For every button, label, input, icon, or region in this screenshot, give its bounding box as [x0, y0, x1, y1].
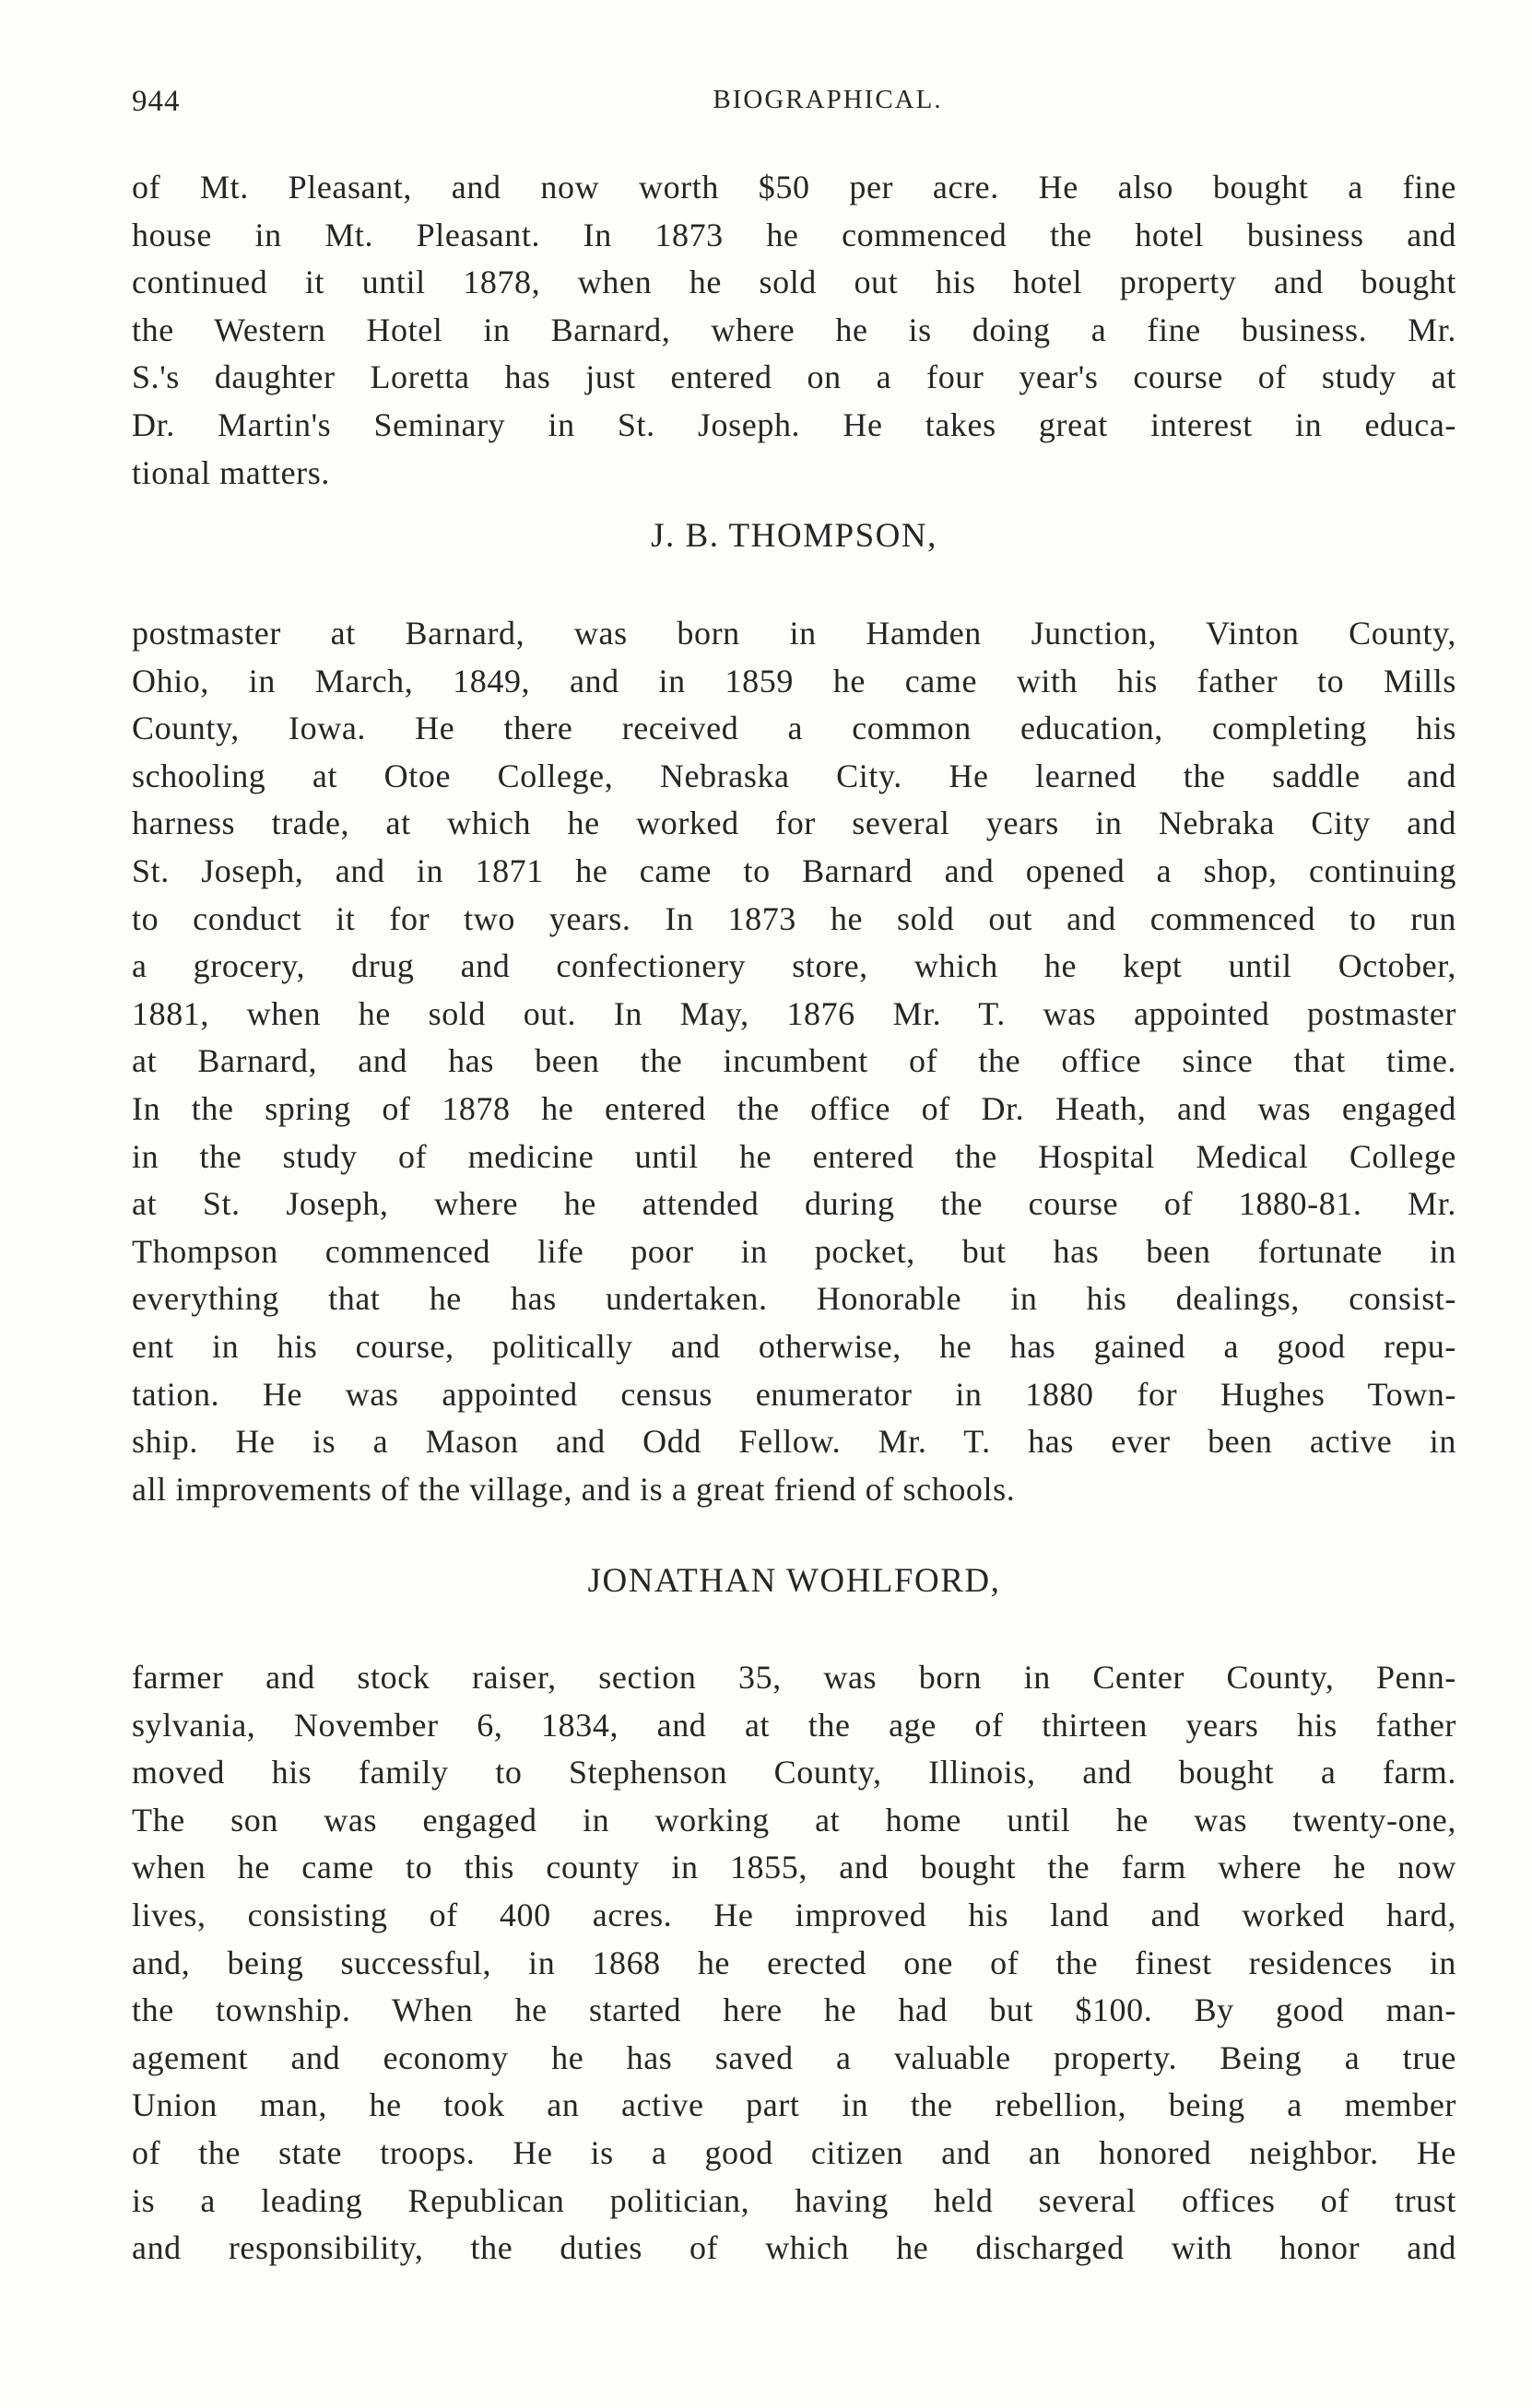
- running-title: BIOGRAPHICAL.: [713, 85, 943, 114]
- biography-paragraph-wohlford: [132, 1654, 1456, 2273]
- running-head: [132, 85, 1459, 122]
- text-line: at St. Joseph, where he attended during the course of 1880-81. Mr.: [132, 1185, 1456, 1223]
- text-line: ship. He is a Mason and Odd Fellow. Mr. T. has ever been active in: [132, 1423, 1456, 1461]
- text-line: at Barnard, and has been the incumbent of the office since that time.: [132, 1042, 1456, 1080]
- text-line: all improvements of the village, and is a great friend of schools.: [132, 1470, 1016, 1508]
- text-line: Dr. Martin's Seminary in St. Joseph. He takes great interest in educa-: [132, 405, 1456, 443]
- text-line: to conduct it for two years. In 1873 he sold out and commenced to run: [132, 899, 1456, 937]
- biography-heading-thompson: J. B. THOMPSON,: [651, 517, 937, 555]
- text-line: of the state troops. He is a good citizen and an honored neighbor. He: [132, 2133, 1456, 2171]
- text-line: the township. When he started here he had but $100. By good man-: [132, 1991, 1456, 2029]
- text-line: postmaster at Barnard, was born in Hamden Junction, Vinton County,: [132, 615, 1456, 652]
- text-line: in the study of medicine until he entered the Hospital Medical College: [132, 1137, 1456, 1175]
- text-line: schooling at Otoe College, Nebraska City. He learned the saddle and: [132, 757, 1456, 794]
- text-line: S.'s daughter Loretta has just entered on a four year's course of study at: [132, 358, 1456, 396]
- text-line: Ohio, in March, 1849, and in 1859 he came with his father to Mills: [132, 662, 1456, 699]
- continued-paragraph: [132, 164, 1456, 497]
- text-line: 1881, when he sold out. In May, 1876 Mr. T. was appointed postmaster: [132, 994, 1456, 1032]
- text-line: harness trade, at which he worked for several years in Nebraka City and: [132, 805, 1456, 842]
- text-line: and responsibility, the duties of which he discharged with honor and: [132, 2229, 1456, 2267]
- biography-heading-wohlford: JONATHAN WOHLFORD,: [587, 1562, 1001, 1600]
- text-line: sylvania, November 6, 1834, and at the age of thirteen years his father: [132, 1706, 1456, 1744]
- text-line: St. Joseph, and in 1871 he came to Barnard and opened a shop, continuing: [132, 852, 1456, 889]
- text-line: ent in his course, politically and otherwise, he has gained a good repu-: [132, 1327, 1456, 1365]
- text-line: and, being successful, in 1868 he erected one of the finest residences in: [132, 1944, 1456, 1981]
- text-line: Union man, he took an active part in the rebellion, being a member: [132, 2086, 1456, 2124]
- text-line: a grocery, drug and confectionery store, which he kept until October,: [132, 947, 1456, 985]
- text-line: agement and economy he has saved a valuable property. Being a true: [132, 2038, 1456, 2076]
- text-line: tional matters.: [132, 453, 330, 491]
- biography-paragraph-thompson: [132, 610, 1456, 1513]
- text-line: continued it until 1878, when he sold out his hotel property and bought: [132, 264, 1456, 301]
- text-line: house in Mt. Pleasant. In 1873 he commenced the hotel business and: [132, 216, 1456, 253]
- text-line: is a leading Republican politician, having held several offices of trust: [132, 2181, 1456, 2219]
- text-line: tation. He was appointed census enumerator in 1880 for Hughes Town-: [132, 1375, 1456, 1413]
- text-line: when he came to this county in 1855, and bought the farm where he now: [132, 1849, 1456, 1886]
- text-line: County, Iowa. He there received a common education, completing his: [132, 710, 1456, 747]
- text-line: everything that he has undertaken. Honorable in his dealings, consist-: [132, 1280, 1456, 1318]
- text-line: The son was engaged in working at home until he was twenty-one,: [132, 1801, 1456, 1838]
- text-line: farmer and stock raiser, section 35, was born in Center County, Penn-: [132, 1659, 1456, 1696]
- text-line: moved his family to Stephenson County, Illinois, and bought a farm.: [132, 1754, 1456, 1791]
- page-number: 944: [132, 85, 181, 118]
- text-line: In the spring of 1878 he entered the office of Dr. Heath, and was engaged: [132, 1089, 1456, 1127]
- text-line: the Western Hotel in Barnard, where he is doing a fine business. Mr.: [132, 311, 1456, 348]
- text-line: of Mt. Pleasant, and now worth $50 per acre. He also bought a fine: [132, 169, 1456, 206]
- text-line: Thompson commenced life poor in pocket, but has been fortunate in: [132, 1232, 1456, 1270]
- text-line: lives, consisting of 400 acres. He improved his land and worked hard,: [132, 1896, 1456, 1933]
